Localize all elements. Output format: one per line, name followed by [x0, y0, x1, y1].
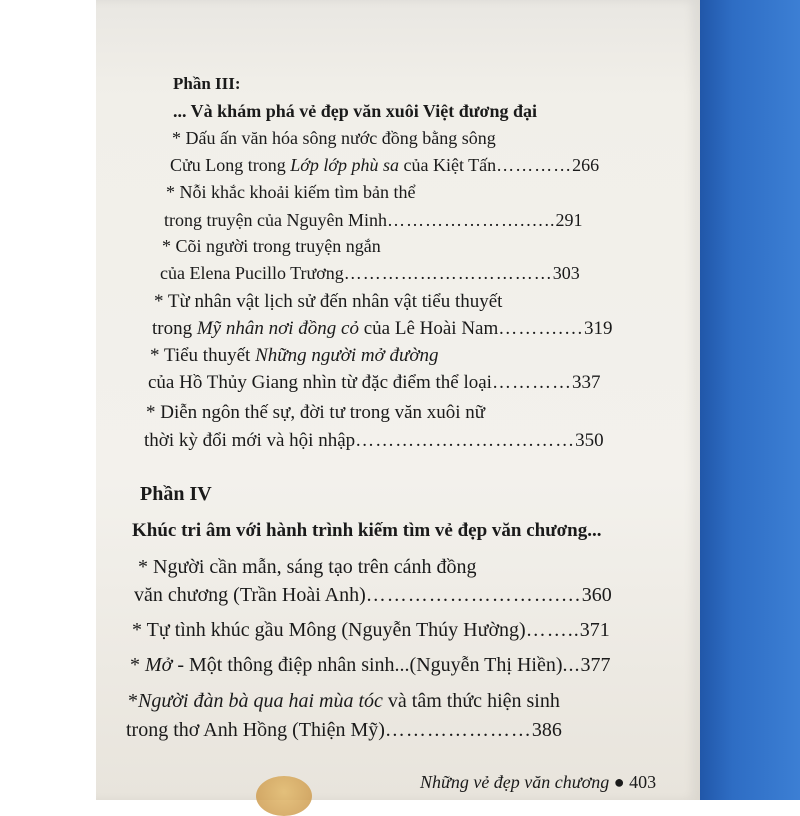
- page-number: 291: [555, 210, 583, 230]
- toc-entry-10-line2: trong thơ Anh Hồng (Thiện Mỹ)…………………386: [126, 719, 562, 741]
- leader-dots: ……..: [525, 619, 580, 641]
- page-number: 337: [571, 372, 601, 393]
- leader-dots: ………………….…..: [386, 210, 556, 230]
- toc-entry-3-line2: của Elena Pucillo Trương……………………………303: [160, 263, 580, 283]
- page-number: 350: [575, 430, 604, 451]
- page-number: 319: [584, 318, 613, 339]
- toc-entry-2-line2: trong truyện của Nguyên Minh………………….…..291: [164, 210, 583, 230]
- toc-entry-4-line1: * Từ nhân vật lịch sử đến nhân vật tiểu thuyết: [154, 291, 503, 312]
- toc-entry-2-line1: * Nỗi khắc khoải kiếm tìm bản thể: [166, 182, 416, 202]
- page-number: 303: [552, 263, 580, 283]
- page-number: 360: [581, 584, 612, 606]
- toc-entry-3-line1: * Cõi người trong truyện ngắn: [162, 236, 381, 256]
- leader-dots: ……….…: [498, 318, 585, 339]
- toc-entry-4-line2: trong Mỹ nhân nơi đồng cỏ của Lê Hoài Nam……….…319: [152, 318, 613, 339]
- book-title: Mỹ nhân nơi đồng cỏ: [196, 318, 359, 339]
- section-4-title: Phần IV: [140, 483, 212, 505]
- footer-page-number: 403: [629, 772, 657, 792]
- toc-entry-6-line2: thời kỳ đổi mới và hội nhập……………………………350: [144, 430, 604, 451]
- book-title: Lớp lớp phù sa: [290, 155, 399, 175]
- section-3-title: Phần III:: [173, 74, 241, 93]
- page-number: 377: [580, 654, 611, 676]
- book-title: Những người mở đường: [255, 345, 439, 366]
- leader-dots: …………………: [384, 719, 532, 741]
- running-title: Những vẻ đẹp văn chương ●: [420, 772, 630, 792]
- page-footer: [420, 772, 656, 793]
- leader-dots: …………: [491, 372, 572, 393]
- leader-dots: ……………………………: [343, 263, 553, 283]
- background-left: [0, 0, 100, 800]
- page-number: 386: [531, 719, 562, 741]
- page-number: 371: [579, 619, 610, 641]
- toc-entry-9: * Mở - Một thông điệp nhân sinh...(Nguyễn Thị Hiền)...377: [130, 654, 611, 676]
- toc-entry-10-line1: *Người đàn bà qua hai mùa tóc và tâm thức hiện sinh: [128, 690, 560, 712]
- book-page: [96, 0, 700, 800]
- toc-entry-6-line1: * Diễn ngôn thế sự, đời tư trong văn xuôi nữ: [146, 402, 486, 423]
- book-title: Mở: [145, 654, 173, 676]
- toc-entry-7-line2: văn chương (Trần Hoài Anh)……………………….…360: [134, 584, 612, 606]
- leader-dots: ……………………………: [355, 430, 576, 451]
- table-of-contents: [96, 0, 700, 800]
- thumb-finger: [256, 776, 312, 816]
- toc-entry-5-line2: của Hồ Thủy Giang nhìn từ đặc điểm thể loại…………337: [148, 372, 601, 393]
- leader-dots: ……………………….…: [365, 584, 582, 606]
- toc-entry-5-line1: * Tiểu thuyết Những người mở đường: [150, 345, 439, 366]
- leader-dots: …………: [496, 155, 573, 175]
- book-title: Người đàn bà qua hai mùa tóc: [138, 690, 383, 712]
- toc-entry-7-line1: * Người cần mẫn, sáng tạo trên cánh đồng: [138, 556, 477, 578]
- blue-cover-edge: [688, 0, 800, 800]
- toc-entry-1-line1: * Dấu ấn văn hóa sông nước đồng bằng sông: [172, 128, 496, 148]
- page-number: 266: [572, 155, 600, 175]
- toc-entry-8: * Tự tình khúc gầu Mông (Nguyễn Thúy Hường)……..371: [132, 619, 610, 641]
- leader-dots: ...: [562, 654, 581, 676]
- section-3-subtitle: ... Và khám phá vẻ đẹp văn xuôi Việt đương đại: [173, 101, 538, 121]
- toc-entry-1-line2: Cửu Long trong Lớp lớp phù sa của Kiệt Tấn…………266: [170, 155, 600, 175]
- section-4-subtitle: Khúc tri âm với hành trình kiếm tìm vẻ đẹp văn chương...: [132, 520, 602, 541]
